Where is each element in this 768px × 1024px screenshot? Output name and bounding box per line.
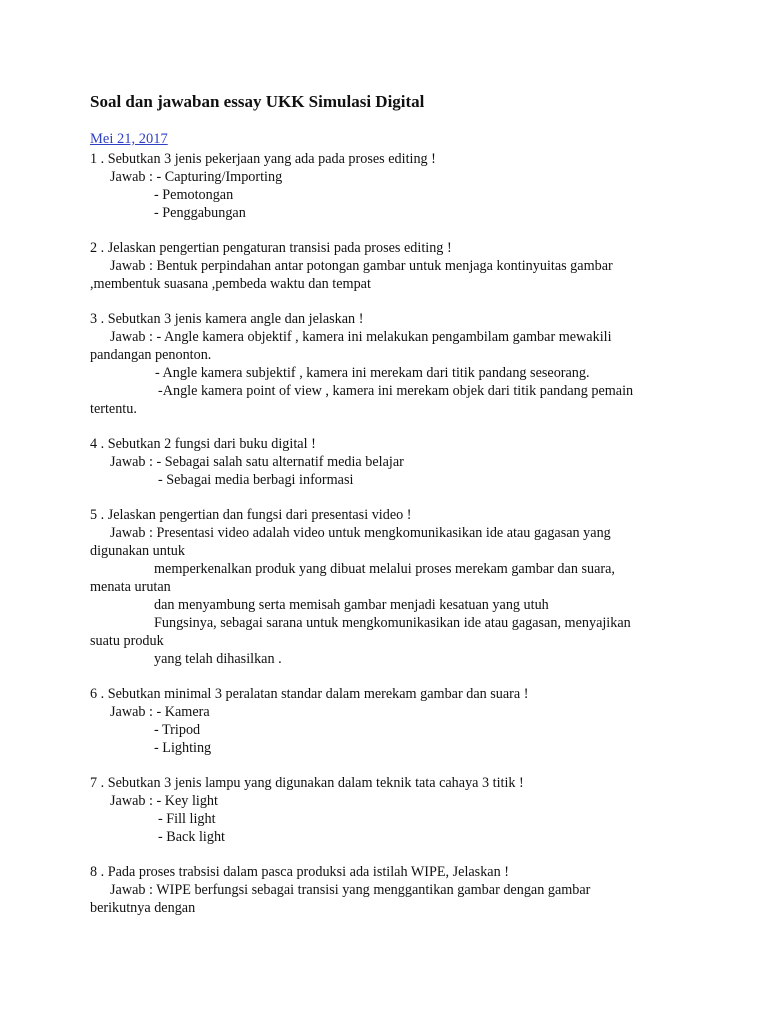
answer-5-line-1: Jawab : Presentasi video adalah video untuk mengkomunikasikan ide atau gagasan yang — [110, 525, 611, 541]
answer-5-line-3: memperkenalkan produk yang dibuat melalui proses merekam gambar dan suara, — [154, 561, 615, 577]
question-8: 8 . Pada proses trabsisi dalam pasca produksi ada istilah WIPE, Jelaskan ! — [90, 864, 509, 880]
answer-8-line-2: berikutnya dengan — [90, 900, 196, 916]
answer-5-line-4: menata urutan — [90, 579, 171, 595]
document-title: Soal dan jawaban essay UKK Simulasi Digital — [90, 92, 425, 111]
answer-3-line-1: Jawab : - Angle kamera objektif , kamera ini melakukan pengambilam gambar mewakili — [110, 329, 612, 345]
answer-5-line-7: suatu produk — [90, 633, 164, 649]
answer-5-line-2: digunakan untuk — [90, 543, 185, 559]
answer-3-line-5: tertentu. — [90, 401, 137, 417]
answer-7-line-2: - Fill light — [158, 811, 216, 827]
question-7: 7 . Sebutkan 3 jenis lampu yang digunakan dalam teknik tata cahaya 3 titik ! — [90, 775, 524, 791]
answer-2-line-2: ,membentuk suasana ,pembeda waktu dan tempat — [90, 276, 371, 292]
answer-7-line-1: Jawab : - Key light — [110, 793, 218, 809]
answer-6-line-3: - Lighting — [154, 740, 212, 756]
answer-5-line-6: Fungsinya, sebagai sarana untuk mengkomunikasikan ide atau gagasan, menyajikan — [154, 615, 631, 631]
question-2: 2 . Jelaskan pengertian pengaturan transisi pada proses editing ! — [90, 240, 452, 256]
answer-4-line-1: Jawab : - Sebagai salah satu alternatif media belajar — [110, 454, 404, 470]
answer-5-line-5: dan menyambung serta memisah gambar menjadi kesatuan yang utuh — [154, 597, 549, 613]
post-date-link[interactable]: Mei 21, 2017 — [90, 131, 168, 147]
question-1: 1 . Sebutkan 3 jenis pekerjaan yang ada pada proses editing ! — [90, 151, 436, 167]
answer-1-line-2: - Pemotongan — [154, 187, 234, 203]
answer-6-line-1: Jawab : - Kamera — [110, 704, 210, 720]
answer-5-line-8: yang telah dihasilkan . — [154, 651, 282, 667]
answer-3-line-4: -Angle kamera point of view , kamera ini merekam objek dari titik pandang pemain — [158, 383, 634, 399]
answer-1-line-3: - Penggabungan — [154, 205, 246, 221]
answer-1-line-1: Jawab : - Capturing/Importing — [110, 169, 283, 185]
answer-6-line-2: - Tripod — [154, 722, 201, 738]
question-4: 4 . Sebutkan 2 fungsi dari buku digital ! — [90, 436, 316, 452]
question-6: 6 . Sebutkan minimal 3 peralatan standar dalam merekam gambar dan suara ! — [90, 686, 529, 702]
answer-4-line-2: - Sebagai media berbagi informasi — [158, 472, 354, 488]
answer-3-line-3: - Angle kamera subjektif , kamera ini merekam dari titik pandang seseorang. — [155, 365, 590, 381]
answer-3-line-2: pandangan penonton. — [90, 347, 212, 363]
answer-7-line-3: - Back light — [158, 829, 225, 845]
question-3: 3 . Sebutkan 3 jenis kamera angle dan jelaskan ! — [90, 311, 364, 327]
question-5: 5 . Jelaskan pengertian dan fungsi dari presentasi video ! — [90, 507, 412, 523]
answer-8-line-1: Jawab : WIPE berfungsi sebagai transisi yang menggantikan gambar dengan gambar — [110, 882, 591, 898]
answer-2-line-1: Jawab : Bentuk perpindahan antar potongan gambar untuk menjaga kontinyuitas gambar — [110, 258, 613, 274]
